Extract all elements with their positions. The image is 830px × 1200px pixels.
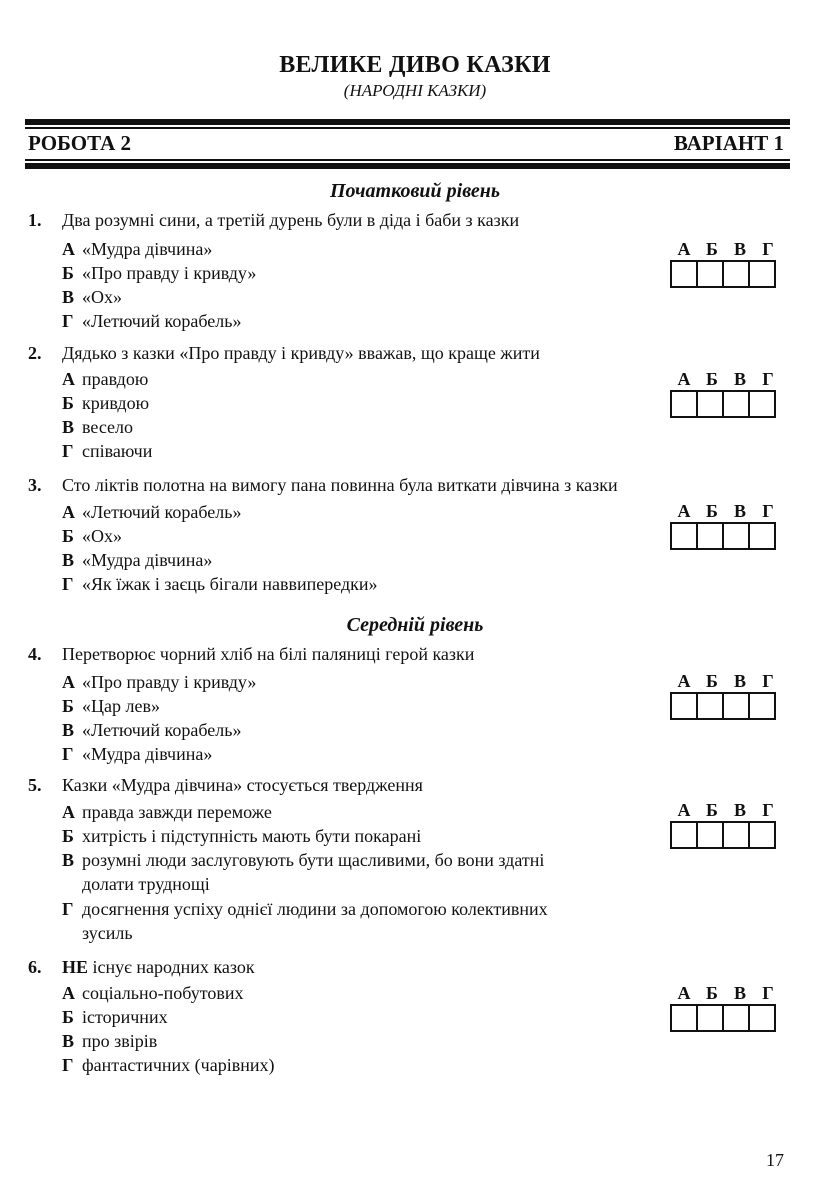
answer-grid-boxes xyxy=(670,260,782,288)
option-text: соціально-побутових xyxy=(82,983,244,1003)
page-subtitle: (НАРОДНІ КАЗКИ) xyxy=(343,81,487,100)
level-heading-initial: Початковий рівень xyxy=(329,180,501,202)
answer-grid-letter: Б xyxy=(706,501,718,521)
answer-option xyxy=(62,285,122,309)
answer-grid-letters xyxy=(670,501,782,521)
answer-checkbox[interactable] xyxy=(670,522,698,550)
answer-option xyxy=(62,1053,274,1077)
option-text: розумні люди заслуговують бути щасливими, бо вони здатні xyxy=(82,850,545,870)
answer-grid-letters xyxy=(670,800,782,820)
answer-checkbox[interactable] xyxy=(748,260,776,288)
answer-grid-letter: Б xyxy=(706,800,718,820)
option-text: правдою xyxy=(82,369,149,389)
header-rule-top-thin xyxy=(25,127,790,129)
answer-grid-letter: В xyxy=(733,671,746,691)
answer-option xyxy=(62,415,133,439)
answer-grid-letter: А xyxy=(677,800,691,820)
question-text-emphasis: НЕ xyxy=(62,957,89,977)
answer-grid-letter: Г xyxy=(762,800,774,820)
question-number: 2. xyxy=(28,343,42,363)
option-text: «Ох» xyxy=(82,526,122,546)
option-letter: А xyxy=(62,802,75,822)
answer-checkbox[interactable] xyxy=(748,390,776,418)
option-letter: Б xyxy=(62,263,74,283)
question-text: Перетворює чорний хліб на білі паляниці герой казки xyxy=(62,644,475,664)
answer-grid-letters xyxy=(670,671,782,691)
answer-grid-boxes xyxy=(670,1004,782,1032)
answer-grid xyxy=(670,983,782,1032)
answer-checkbox[interactable] xyxy=(696,821,724,849)
answer-grid-letter: А xyxy=(677,983,691,1003)
answer-option xyxy=(62,391,149,415)
answer-grid-letter: Г xyxy=(762,501,774,521)
answer-grid-letters xyxy=(670,239,782,259)
option-text: «Про правду і кривду» xyxy=(82,263,257,283)
option-letter: А xyxy=(62,672,75,692)
option-letter: В xyxy=(62,1031,75,1051)
answer-grid-letters xyxy=(670,369,782,389)
answer-grid xyxy=(670,671,782,720)
question-text: Сто ліктів полотна на вимогу пана повинна була виткати дівчина з казки xyxy=(62,475,618,495)
answer-grid-boxes xyxy=(670,522,782,550)
answer-grid-letter: Б xyxy=(706,239,718,259)
option-letter: Г xyxy=(62,574,74,594)
option-letter: В xyxy=(62,720,75,740)
answer-option xyxy=(62,694,160,718)
option-text: історичних xyxy=(82,1007,168,1027)
question-text xyxy=(62,957,255,978)
answer-checkbox[interactable] xyxy=(696,390,724,418)
option-letter: В xyxy=(62,550,75,570)
answer-checkbox[interactable] xyxy=(722,1004,750,1032)
answer-grid-boxes xyxy=(670,390,782,418)
answer-grid-letter: А xyxy=(677,671,691,691)
answer-checkbox[interactable] xyxy=(722,260,750,288)
header-rule-bottom xyxy=(25,163,790,169)
option-letter: Г xyxy=(62,1055,74,1075)
option-text: правда завжди переможе xyxy=(82,802,272,822)
option-letter: А xyxy=(62,239,75,259)
answer-grid-letter: Г xyxy=(762,983,774,1003)
question-text: Два розумні сини, а третій дурень були в діда і баби з казки xyxy=(62,210,520,230)
page-number: 17 xyxy=(766,1150,784,1170)
answer-option xyxy=(62,500,241,524)
answer-option xyxy=(62,800,272,824)
answer-checkbox[interactable] xyxy=(722,390,750,418)
answer-checkbox[interactable] xyxy=(670,390,698,418)
option-letter: В xyxy=(62,417,75,437)
option-text: «Летючий корабель» xyxy=(82,311,242,331)
question-number: 3. xyxy=(28,475,42,495)
answer-checkbox[interactable] xyxy=(696,522,724,550)
answer-checkbox[interactable] xyxy=(670,1004,698,1032)
option-letter: В xyxy=(62,850,75,870)
answer-checkbox[interactable] xyxy=(722,522,750,550)
option-letter: Б xyxy=(62,526,74,546)
answer-grid-letter: В xyxy=(733,369,746,389)
answer-checkbox[interactable] xyxy=(670,260,698,288)
option-text: фантастичних (чарівних) xyxy=(82,1055,275,1075)
answer-option xyxy=(62,367,148,391)
answer-option xyxy=(62,237,212,261)
answer-grid-letter: В xyxy=(733,983,746,1003)
answer-grid-letter: В xyxy=(733,239,746,259)
answer-grid-letter: А xyxy=(677,369,691,389)
option-letter: Г xyxy=(62,899,74,919)
option-text: «Про правду і кривду» xyxy=(82,672,257,692)
answer-option xyxy=(62,824,421,848)
option-letter: Б xyxy=(62,393,74,413)
option-text: кривдою xyxy=(82,393,150,413)
answer-option xyxy=(62,548,212,572)
answer-grid-letters xyxy=(670,983,782,1003)
option-text: «Мудра дівчина» xyxy=(82,744,213,764)
question-number: 1. xyxy=(28,210,42,230)
option-text: «Мудра дівчина» xyxy=(82,550,213,570)
option-text: весело xyxy=(82,417,134,437)
answer-checkbox[interactable] xyxy=(748,1004,776,1032)
variant-label: ВАРІАНТ 1 xyxy=(673,131,784,155)
question-text: Казки «Мудра дівчина» стосується твердження xyxy=(62,775,423,795)
answer-option xyxy=(62,848,544,872)
answer-option xyxy=(62,1029,157,1053)
answer-option xyxy=(62,309,241,333)
option-text: «Як їжак і заєць бігали наввипередки» xyxy=(82,574,378,594)
option-text: «Цар лев» xyxy=(82,696,160,716)
answer-grid-letter: Б xyxy=(706,983,718,1003)
answer-option xyxy=(62,524,122,548)
option-text: «Ох» xyxy=(82,287,122,307)
answer-grid-letter: Б xyxy=(706,671,718,691)
question-number: 5. xyxy=(28,775,42,795)
answer-grid-letter: В xyxy=(733,800,746,820)
answer-grid xyxy=(670,800,782,849)
header-rule-top xyxy=(25,119,790,125)
option-text-continuation: зусиль xyxy=(82,923,133,943)
answer-option xyxy=(62,897,548,921)
answer-checkbox[interactable] xyxy=(696,1004,724,1032)
option-letter: А xyxy=(62,369,75,389)
option-letter: Г xyxy=(62,311,74,331)
option-text: «Мудра дівчина» xyxy=(82,239,213,259)
work-label: РОБОТА 2 xyxy=(28,131,131,155)
option-text: «Летючий корабель» xyxy=(82,720,242,740)
answer-checkbox[interactable] xyxy=(748,522,776,550)
answer-grid xyxy=(670,369,782,418)
answer-option xyxy=(62,572,378,596)
answer-option xyxy=(62,1005,168,1029)
answer-grid-letter: Б xyxy=(706,369,718,389)
header-rule-bottom-thin xyxy=(25,159,790,161)
answer-option xyxy=(62,670,256,694)
answer-grid-letter: А xyxy=(677,501,691,521)
option-text: про звірів xyxy=(82,1031,158,1051)
answer-checkbox[interactable] xyxy=(748,692,776,720)
option-letter: Б xyxy=(62,1007,74,1027)
question-text-rest: існує народних казок xyxy=(88,957,255,977)
page-title: ВЕЛИКЕ ДИВО КАЗКИ xyxy=(279,52,551,78)
answer-grid-letter: В xyxy=(733,501,746,521)
answer-grid-letter: Г xyxy=(762,671,774,691)
option-text: співаючи xyxy=(82,441,153,461)
answer-grid-letter: Г xyxy=(762,369,774,389)
answer-grid xyxy=(670,501,782,550)
option-text-continuation: долати труднощі xyxy=(82,874,210,894)
answer-option xyxy=(62,718,241,742)
answer-checkbox[interactable] xyxy=(696,260,724,288)
answer-checkbox[interactable] xyxy=(722,821,750,849)
answer-grid-boxes xyxy=(670,821,782,849)
answer-option xyxy=(62,439,152,463)
question-number: 4. xyxy=(28,644,42,664)
answer-checkbox[interactable] xyxy=(670,821,698,849)
answer-grid-letter: А xyxy=(677,239,691,259)
answer-checkbox[interactable] xyxy=(670,692,698,720)
option-letter: Г xyxy=(62,744,74,764)
level-heading-middle: Середній рівень xyxy=(346,614,484,636)
answer-checkbox[interactable] xyxy=(696,692,724,720)
option-text: «Летючий корабель» xyxy=(82,502,242,522)
answer-grid-boxes xyxy=(670,692,782,720)
option-letter: А xyxy=(62,502,75,522)
answer-checkbox[interactable] xyxy=(722,692,750,720)
option-letter: А xyxy=(62,983,75,1003)
option-letter: В xyxy=(62,287,75,307)
option-letter: Г xyxy=(62,441,74,461)
option-letter: Б xyxy=(62,696,74,716)
answer-option xyxy=(62,742,212,766)
answer-checkbox[interactable] xyxy=(748,821,776,849)
option-text: досягнення успіху однієї людини за допомогою колективних xyxy=(82,899,548,919)
answer-option xyxy=(62,261,256,285)
option-text: хитрість і підступність мають бути покарані xyxy=(82,826,422,846)
question-text: Дядько з казки «Про правду і кривду» вважав, що краще жити xyxy=(62,343,540,363)
answer-grid-letter: Г xyxy=(762,239,774,259)
answer-option xyxy=(62,981,243,1005)
answer-grid xyxy=(670,239,782,288)
question-number: 6. xyxy=(28,957,42,977)
option-letter: Б xyxy=(62,826,74,846)
